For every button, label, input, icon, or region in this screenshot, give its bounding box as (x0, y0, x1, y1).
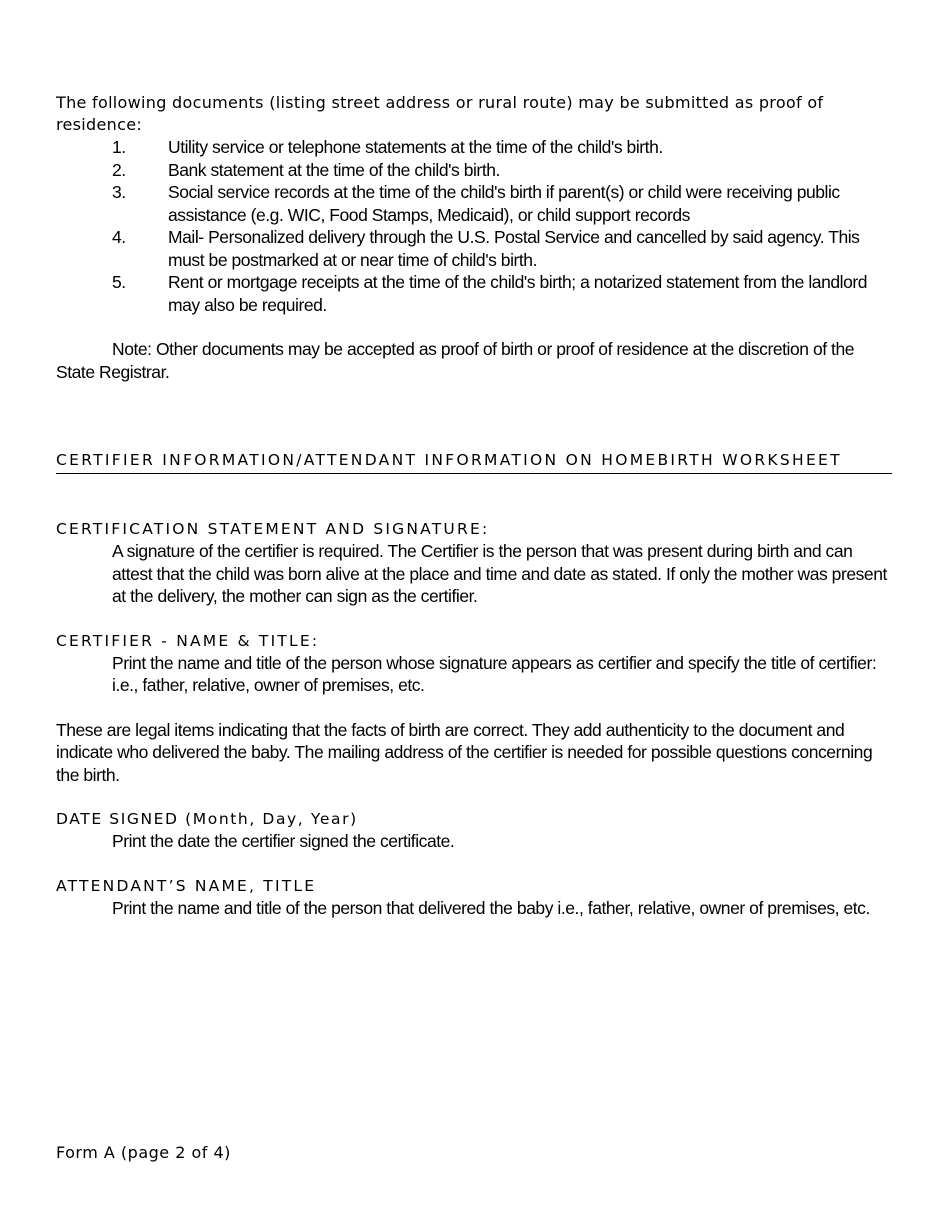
intro-text: The following documents (listing street address or rural route) may be submitted as proof of residence: (56, 93, 824, 134)
date-signed-text: Print the date the certifier signed the certificate. (112, 831, 455, 851)
list-item (56, 226, 892, 271)
list-item-text: Mail- Personalized delivery through the U.S. Postal Service and cancelled by said agency. This must be postmarked at or near time of child's birth. (168, 227, 860, 270)
legal-paragraph: These are legal items indicating that the facts of birth are correct. They add authenticity to the document and indicate who delivered the baby. The mailing address of the certifier is needed for possible questions concerning the birth. (56, 719, 873, 785)
attendant-text: Print the name and title of the person that delivered the baby i.e., father, relative, owner of premises, etc. (112, 897, 870, 918)
list-item-text: Social service records at the time of the child's birth if parent(s) or child were receiving public assistance (e.g. WIC, Food Stamps, Medicaid), or child support records (168, 182, 840, 225)
list-item-number: 3. (112, 182, 126, 202)
note-paragraph: Note: Other documents may be accepted as proof of birth or proof of residence at the discretion of the State Registrar. (56, 339, 855, 382)
list-item-number: 1. (112, 137, 126, 157)
list-item-number: 4. (112, 227, 126, 247)
list-item-number: 5. (112, 272, 126, 292)
certifier-name-text: Print the name and title of the person whose signature appears as certifier and specify the title of certifier: i.e., father, relative, owner of premises, etc. (112, 652, 877, 695)
list-item (56, 181, 892, 226)
attendant-heading: ATTENDANT’S NAME, TITLE (56, 876, 317, 895)
list-item-text: Rent or mortgage receipts at the time of the child's birth; a notarized statement from the landlord may also be required. (168, 272, 868, 315)
list-item-text: Bank statement at the time of the child's birth. (168, 159, 500, 180)
list-item-number: 2. (112, 159, 126, 180)
certification-text: A signature of the certifier is required. The Certifier is the person that was present during birth and can attest that the child was born alive at the place and time and date as stated. If only the mother was present at the delivery, the mother can sign as the certifier. (112, 541, 887, 606)
certifier-name-heading: CERTIFIER - NAME & TITLE: (56, 631, 320, 650)
section-heading: CERTIFIER INFORMATION/ATTENDANT INFORMATION ON HOMEBIRTH WORKSHEET (56, 449, 892, 474)
date-signed-heading: DATE SIGNED (Month, Day, Year) (56, 810, 358, 828)
document-page (56, 92, 892, 919)
list-item (56, 271, 892, 316)
certification-heading: CERTIFICATION STATEMENT AND SIGNATURE: (56, 520, 490, 538)
residence-documents-list (56, 136, 892, 316)
list-item (56, 136, 892, 159)
list-item (56, 159, 892, 182)
page-footer: Form A (page 2 of 4) (56, 1143, 231, 1162)
list-item-text: Utility service or telephone statements at the time of the child's birth. (168, 137, 663, 157)
